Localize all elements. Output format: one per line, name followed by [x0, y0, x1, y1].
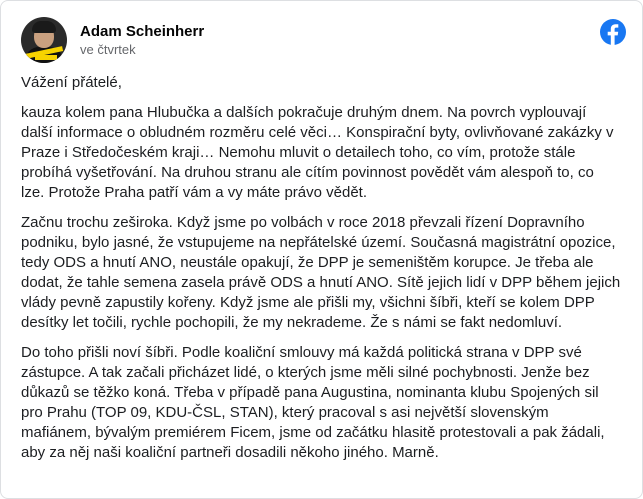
avatar-hair [32, 21, 56, 33]
post-body [21, 73, 621, 473]
post-header [21, 17, 204, 63]
avatar[interactable] [21, 17, 67, 63]
post-paragraph: kauza kolem pana Hlubučka a dalších pokračuje druhým dnem. Na povrch vyplouvají další informace o obludném rozměru celé věci… Konspirační byty, ovlivňované zakázky v Praze i Středočeském kraji… Nemohu mluvit o detailech toho, co vím, protože stále probíhá vyšetřování. Na druhou stranu ale cítím povinnost povědět vám alespoň to, co lze. Protože Praha patří vám a vy máte právo vědět. [21, 104, 614, 201]
avatar-badge [35, 55, 57, 60]
post-timestamp[interactable]: ve čtvrtek [80, 41, 136, 57]
post-greeting: Vážení přátelé, [21, 74, 122, 91]
facebook-icon [600, 19, 626, 45]
post-paragraph: Začnu trochu zeširoka. Když jsme po volbách v roce 2018 převzali řízení Dopravního podniku, bylo jasné, že vstupujeme na nepřátelské území. Současná magistrátní opozice, tedy ODS a hnutí ANO, neustále opakují, že DPP je semeništěm korupce. Je třeba ale dodat, že tahle semena zasela právě ODS a hnutí ANO. Sítě jejich lidí v DPP během jejich vlády pevně zapustily kořeny. Když jsme ale přišli my, všichni šíbři, kteří se kolem DPP desítky let točili, rychle pochopili, že my nekrademe. Že s námi se fakt nedomluví. [21, 214, 621, 331]
post-paragraph: Do toho přišli noví šíbři. Podle koaliční smlouvy má každá politická strana v DPP své zástupce. A tak začali přicházet lidé, o kterých jsme měli silné pochybnosti. Jenže bez důkazů se těžko koná. Třeba v případě pana Augustina, nominanta klubu Spojených sil pro Prahu (TOP 09, KDU-ČSL, STAN), který pracoval s asi největší slovenským mafiánem, bývalým premiérem Ficem, jsme od začátku hlasitě protestovali a pak žádali, aby za něj naši koaliční partneři dosadili někoho jiného. Marně. [21, 344, 605, 461]
author-name[interactable]: Adam Scheinherr [80, 22, 205, 40]
post-meta [80, 23, 204, 58]
